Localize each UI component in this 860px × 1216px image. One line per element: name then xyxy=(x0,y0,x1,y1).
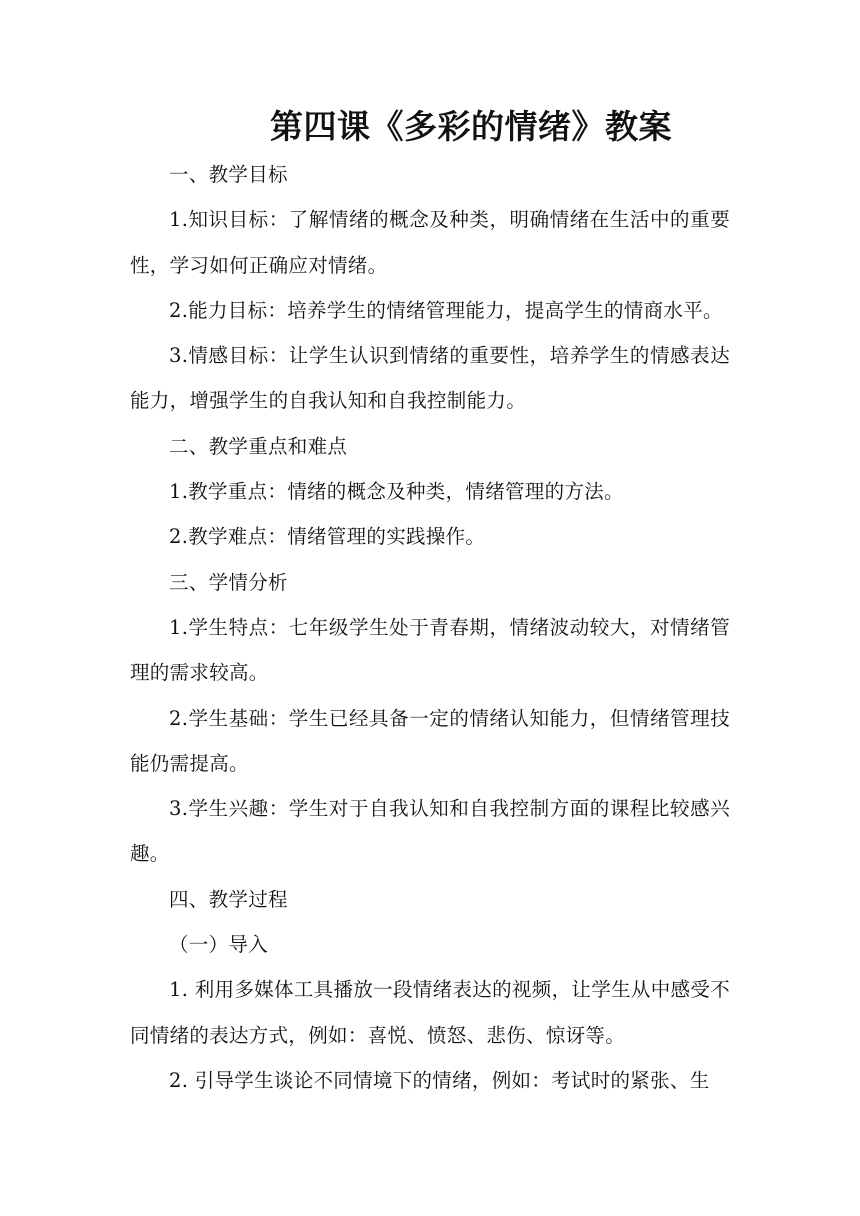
paragraph-student-traits: 1.学生特点：七年级学生处于青春期，情绪波动较大，对情绪管理的需求较高。 xyxy=(130,615,730,685)
paragraph-intro-step-2: 2. 引导学生谈论不同情境下的情绪，例如：考试时的紧张、生 xyxy=(169,1068,710,1092)
section-heading-teaching-process: 四、教学过程 xyxy=(169,887,288,911)
section-heading-teaching-goals: 一、教学目标 xyxy=(169,163,288,186)
subheading-introduction: （一）导入 xyxy=(169,933,269,957)
section-heading-key-points: 二、教学重点和难点 xyxy=(169,434,348,458)
paragraph-emotion-goal: 3.情感目标：让学生认识到情绪的重要性，培养学生的情感表达能力，增强学生的自我认知和自我控制能力。 xyxy=(130,344,730,413)
document-title: 第四课《多彩的情绪》教案 xyxy=(270,107,672,146)
document-body xyxy=(130,152,730,1103)
section-heading-student-analysis: 三、学情分析 xyxy=(169,570,288,594)
paragraph-difficulty: 2.教学难点：情绪管理的实践操作。 xyxy=(169,525,486,549)
paragraph-key-point: 1.教学重点：情绪的概念及种类，情绪管理的方法。 xyxy=(169,480,624,504)
paragraph-ability-goal: 2.能力目标：培养学生的情绪管理能力，提高学生的情商水平。 xyxy=(169,298,723,322)
paragraph-intro-step-1: 1. 利用多媒体工具播放一段情绪表达的视频，让学生从中感受不同情绪的表达方式，例如：喜悦、愤怒、悲伤、惊讶等。 xyxy=(130,978,730,1047)
paragraph-student-basis: 2.学生基础：学生已经具备一定的情绪认知能力，但情绪管理技能仍需提高。 xyxy=(130,706,730,775)
paragraph-student-interest: 3.学生兴趣：学生对于自我认知和自我控制方面的课程比较感兴趣。 xyxy=(130,797,730,866)
paragraph-knowledge-goal: 1.知识目标：了解情绪的概念及种类，明确情绪在生活中的重要性，学习如何正确应对情绪。 xyxy=(130,208,730,277)
